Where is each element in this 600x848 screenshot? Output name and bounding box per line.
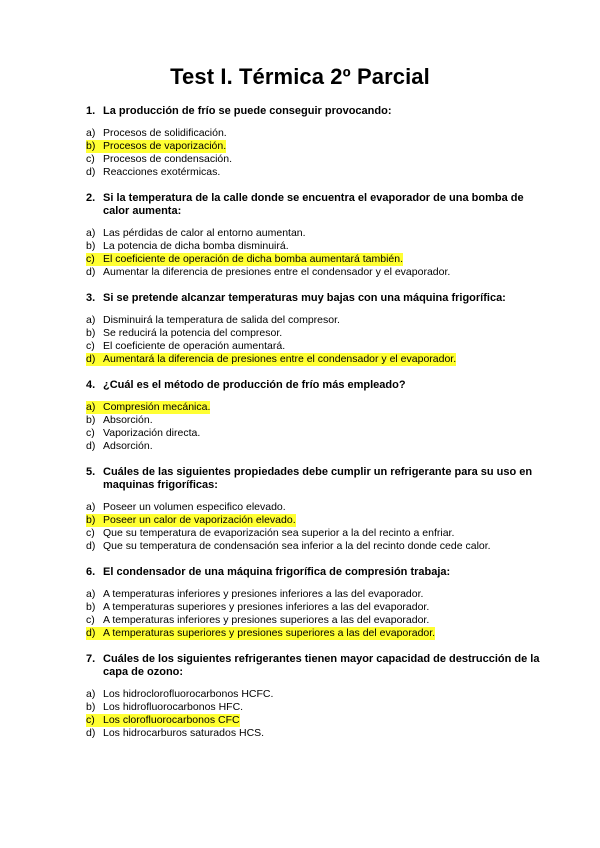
answer-option xyxy=(86,440,546,453)
question-heading xyxy=(86,292,546,305)
question-number: 1. xyxy=(86,105,96,117)
answer-text: Vaporización directa. xyxy=(103,427,201,439)
answer-option xyxy=(86,688,546,701)
answer-letter: b) xyxy=(86,414,96,426)
question-4 xyxy=(86,379,546,453)
answer-text: Que su temperatura de condensación sea inferior a la del recinto donde cede calor. xyxy=(103,540,491,552)
answer-content xyxy=(86,501,286,514)
answer-content xyxy=(86,540,491,553)
question-list xyxy=(86,105,546,753)
answer-option xyxy=(86,501,546,514)
answer-content xyxy=(86,614,429,627)
answer-option xyxy=(86,588,546,601)
answer-option xyxy=(86,266,546,279)
answer-content xyxy=(86,414,153,427)
question-7 xyxy=(86,653,546,740)
answer-list xyxy=(86,588,546,640)
answer-letter: c) xyxy=(86,253,95,265)
answer-content xyxy=(86,340,285,353)
answer-content xyxy=(86,153,232,166)
answer-option xyxy=(86,153,546,166)
answer-text: A temperaturas superiores y presiones inferiores a las del evaporador. xyxy=(103,601,430,613)
answer-letter: a) xyxy=(86,127,96,139)
answer-letter: b) xyxy=(86,701,96,713)
answer-content xyxy=(86,440,153,453)
answer-text: Procesos de vaporización. xyxy=(103,140,227,152)
question-text: La producción de frío se puede conseguir provocando: xyxy=(103,105,392,117)
correct-answer-highlight xyxy=(86,253,403,266)
answer-text: Que su temperatura de evaporización sea superior a la del recinto a enfriar. xyxy=(103,527,455,539)
answer-option-correct xyxy=(86,627,546,640)
answer-content xyxy=(86,727,264,740)
answer-list xyxy=(86,688,546,740)
answer-content xyxy=(86,601,429,614)
answer-content xyxy=(86,227,306,240)
answer-text: Procesos de condensación. xyxy=(103,153,232,165)
answer-letter: d) xyxy=(86,440,96,452)
answer-text: Adsorción. xyxy=(103,440,153,452)
answer-option xyxy=(86,327,546,340)
answer-option-correct xyxy=(86,401,546,414)
answer-text: A temperaturas inferiores y presiones superiores a las del evaporador. xyxy=(103,614,430,626)
answer-content xyxy=(86,127,227,140)
answer-text: Poseer un calor de vaporización elevado. xyxy=(103,514,296,526)
question-text: El condensador de una máquina frigorífica de compresión trabaja: xyxy=(103,566,451,578)
answer-option xyxy=(86,601,546,614)
answer-content xyxy=(86,588,423,601)
question-text: Si la temperatura de la calle donde se encuentra el evaporador de una bomba de calor aumenta: xyxy=(103,192,524,217)
answer-list xyxy=(86,401,546,453)
question-heading xyxy=(86,566,546,579)
question-text: ¿Cuál es el método de producción de frío más empleado? xyxy=(103,379,406,391)
answer-letter: d) xyxy=(86,540,96,552)
answer-text: Aumentar la diferencia de presiones entre el condensador y el evaporador. xyxy=(103,266,451,278)
answer-letter: d) xyxy=(86,727,96,739)
answer-letter: a) xyxy=(86,314,96,326)
question-3 xyxy=(86,292,546,366)
correct-answer-highlight xyxy=(86,514,296,527)
answer-letter: a) xyxy=(86,401,96,413)
answer-letter: c) xyxy=(86,153,95,165)
question-number: 7. xyxy=(86,653,96,665)
answer-option xyxy=(86,166,546,179)
answer-content xyxy=(86,327,282,340)
answer-text: Los hidrofluorocarbonos HFC. xyxy=(103,701,244,713)
answer-letter: b) xyxy=(86,327,96,339)
question-text: Cuáles de las siguientes propiedades debe cumplir un refrigerante para su uso en maquinas frigoríficas: xyxy=(103,466,533,491)
correct-answer-highlight xyxy=(86,714,240,727)
answer-option xyxy=(86,727,546,740)
answer-content xyxy=(86,240,289,253)
question-heading xyxy=(86,192,546,218)
answer-content xyxy=(86,701,243,714)
answer-letter: a) xyxy=(86,501,96,513)
answer-letter: c) xyxy=(86,614,95,626)
answer-letter: b) xyxy=(86,140,96,152)
answer-letter: c) xyxy=(86,427,95,439)
question-1 xyxy=(86,105,546,179)
answer-letter: c) xyxy=(86,714,95,726)
answer-option xyxy=(86,527,546,540)
answer-content xyxy=(86,166,220,179)
answer-list xyxy=(86,227,546,279)
answer-list xyxy=(86,501,546,553)
question-heading xyxy=(86,653,546,679)
answer-text: Compresión mecánica. xyxy=(103,401,211,413)
answer-content xyxy=(86,688,273,701)
answer-option-correct xyxy=(86,253,546,266)
answer-letter: b) xyxy=(86,514,96,526)
answer-option xyxy=(86,701,546,714)
question-heading xyxy=(86,379,546,392)
answer-option-correct xyxy=(86,714,546,727)
answer-letter: a) xyxy=(86,588,96,600)
answer-text: Absorción. xyxy=(103,414,153,426)
answer-letter: a) xyxy=(86,688,96,700)
answer-letter: a) xyxy=(86,227,96,239)
answer-text: Poseer un volumen especifico elevado. xyxy=(103,501,286,513)
answer-letter: b) xyxy=(86,240,96,252)
answer-option xyxy=(86,540,546,553)
answer-list xyxy=(86,314,546,366)
answer-letter: d) xyxy=(86,627,96,639)
answer-content xyxy=(86,427,200,440)
answer-letter: b) xyxy=(86,601,96,613)
question-2 xyxy=(86,192,546,279)
answer-option xyxy=(86,614,546,627)
answer-letter: c) xyxy=(86,340,95,352)
answer-option xyxy=(86,314,546,327)
answer-text: Los clorofluorocarbonos CFC xyxy=(103,714,240,726)
answer-letter: d) xyxy=(86,166,96,178)
answer-text: El coeficiente de operación de dicha bomba aumentará también. xyxy=(103,253,404,265)
answer-list xyxy=(86,127,546,179)
question-number: 6. xyxy=(86,566,96,578)
answer-text: A temperaturas inferiores y presiones inferiores a las del evaporador. xyxy=(103,588,424,600)
answer-option xyxy=(86,227,546,240)
question-text: Cuáles de los siguientes refrigerantes tienen mayor capacidad de destrucción de la capa de ozono: xyxy=(103,653,540,678)
answer-text: El coeficiente de operación aumentará. xyxy=(103,340,286,352)
answer-option xyxy=(86,414,546,427)
answer-text: Los hidroclorofluorocarbonos HCFC. xyxy=(103,688,274,700)
answer-option xyxy=(86,127,546,140)
page-title: Test I. Térmica 2º Parcial xyxy=(170,64,430,89)
answer-option xyxy=(86,240,546,253)
question-heading xyxy=(86,466,546,492)
answer-letter: c) xyxy=(86,527,95,539)
answer-text: Reacciones exotérmicas. xyxy=(103,166,221,178)
answer-text: Los hidrocarburos saturados HCS. xyxy=(103,727,265,739)
answer-text: Aumentará la diferencia de presiones entre el condensador y el evaporador. xyxy=(103,353,457,365)
question-number: 2. xyxy=(86,192,96,204)
answer-option-correct xyxy=(86,514,546,527)
answer-text: Las pérdidas de calor al entorno aumentan. xyxy=(103,227,306,239)
answer-option-correct xyxy=(86,353,546,366)
answer-letter: d) xyxy=(86,353,96,365)
answer-content xyxy=(86,314,340,327)
answer-option-correct xyxy=(86,140,546,153)
question-number: 4. xyxy=(86,379,96,391)
question-number: 5. xyxy=(86,466,96,478)
answer-option xyxy=(86,340,546,353)
answer-option xyxy=(86,427,546,440)
question-text: Si se pretende alcanzar temperaturas muy bajas con una máquina frigorífica: xyxy=(103,292,506,304)
correct-answer-highlight xyxy=(86,140,226,153)
answer-letter: d) xyxy=(86,266,96,278)
question-number: 3. xyxy=(86,292,96,304)
answer-text: Se reducirá la potencia del compresor. xyxy=(103,327,283,339)
question-5 xyxy=(86,466,546,553)
correct-answer-highlight xyxy=(86,353,456,366)
answer-text: A temperaturas superiores y presiones superiores a las del evaporador. xyxy=(103,627,436,639)
answer-text: Procesos de solidificación. xyxy=(103,127,227,139)
question-6 xyxy=(86,566,546,640)
answer-content xyxy=(86,266,450,279)
correct-answer-highlight xyxy=(86,401,210,414)
question-heading xyxy=(86,105,546,118)
correct-answer-highlight xyxy=(86,627,435,640)
answer-text: La potencia de dicha bomba disminuirá. xyxy=(103,240,289,252)
answer-text: Disminuirá la temperatura de salida del compresor. xyxy=(103,314,340,326)
answer-content xyxy=(86,527,454,540)
